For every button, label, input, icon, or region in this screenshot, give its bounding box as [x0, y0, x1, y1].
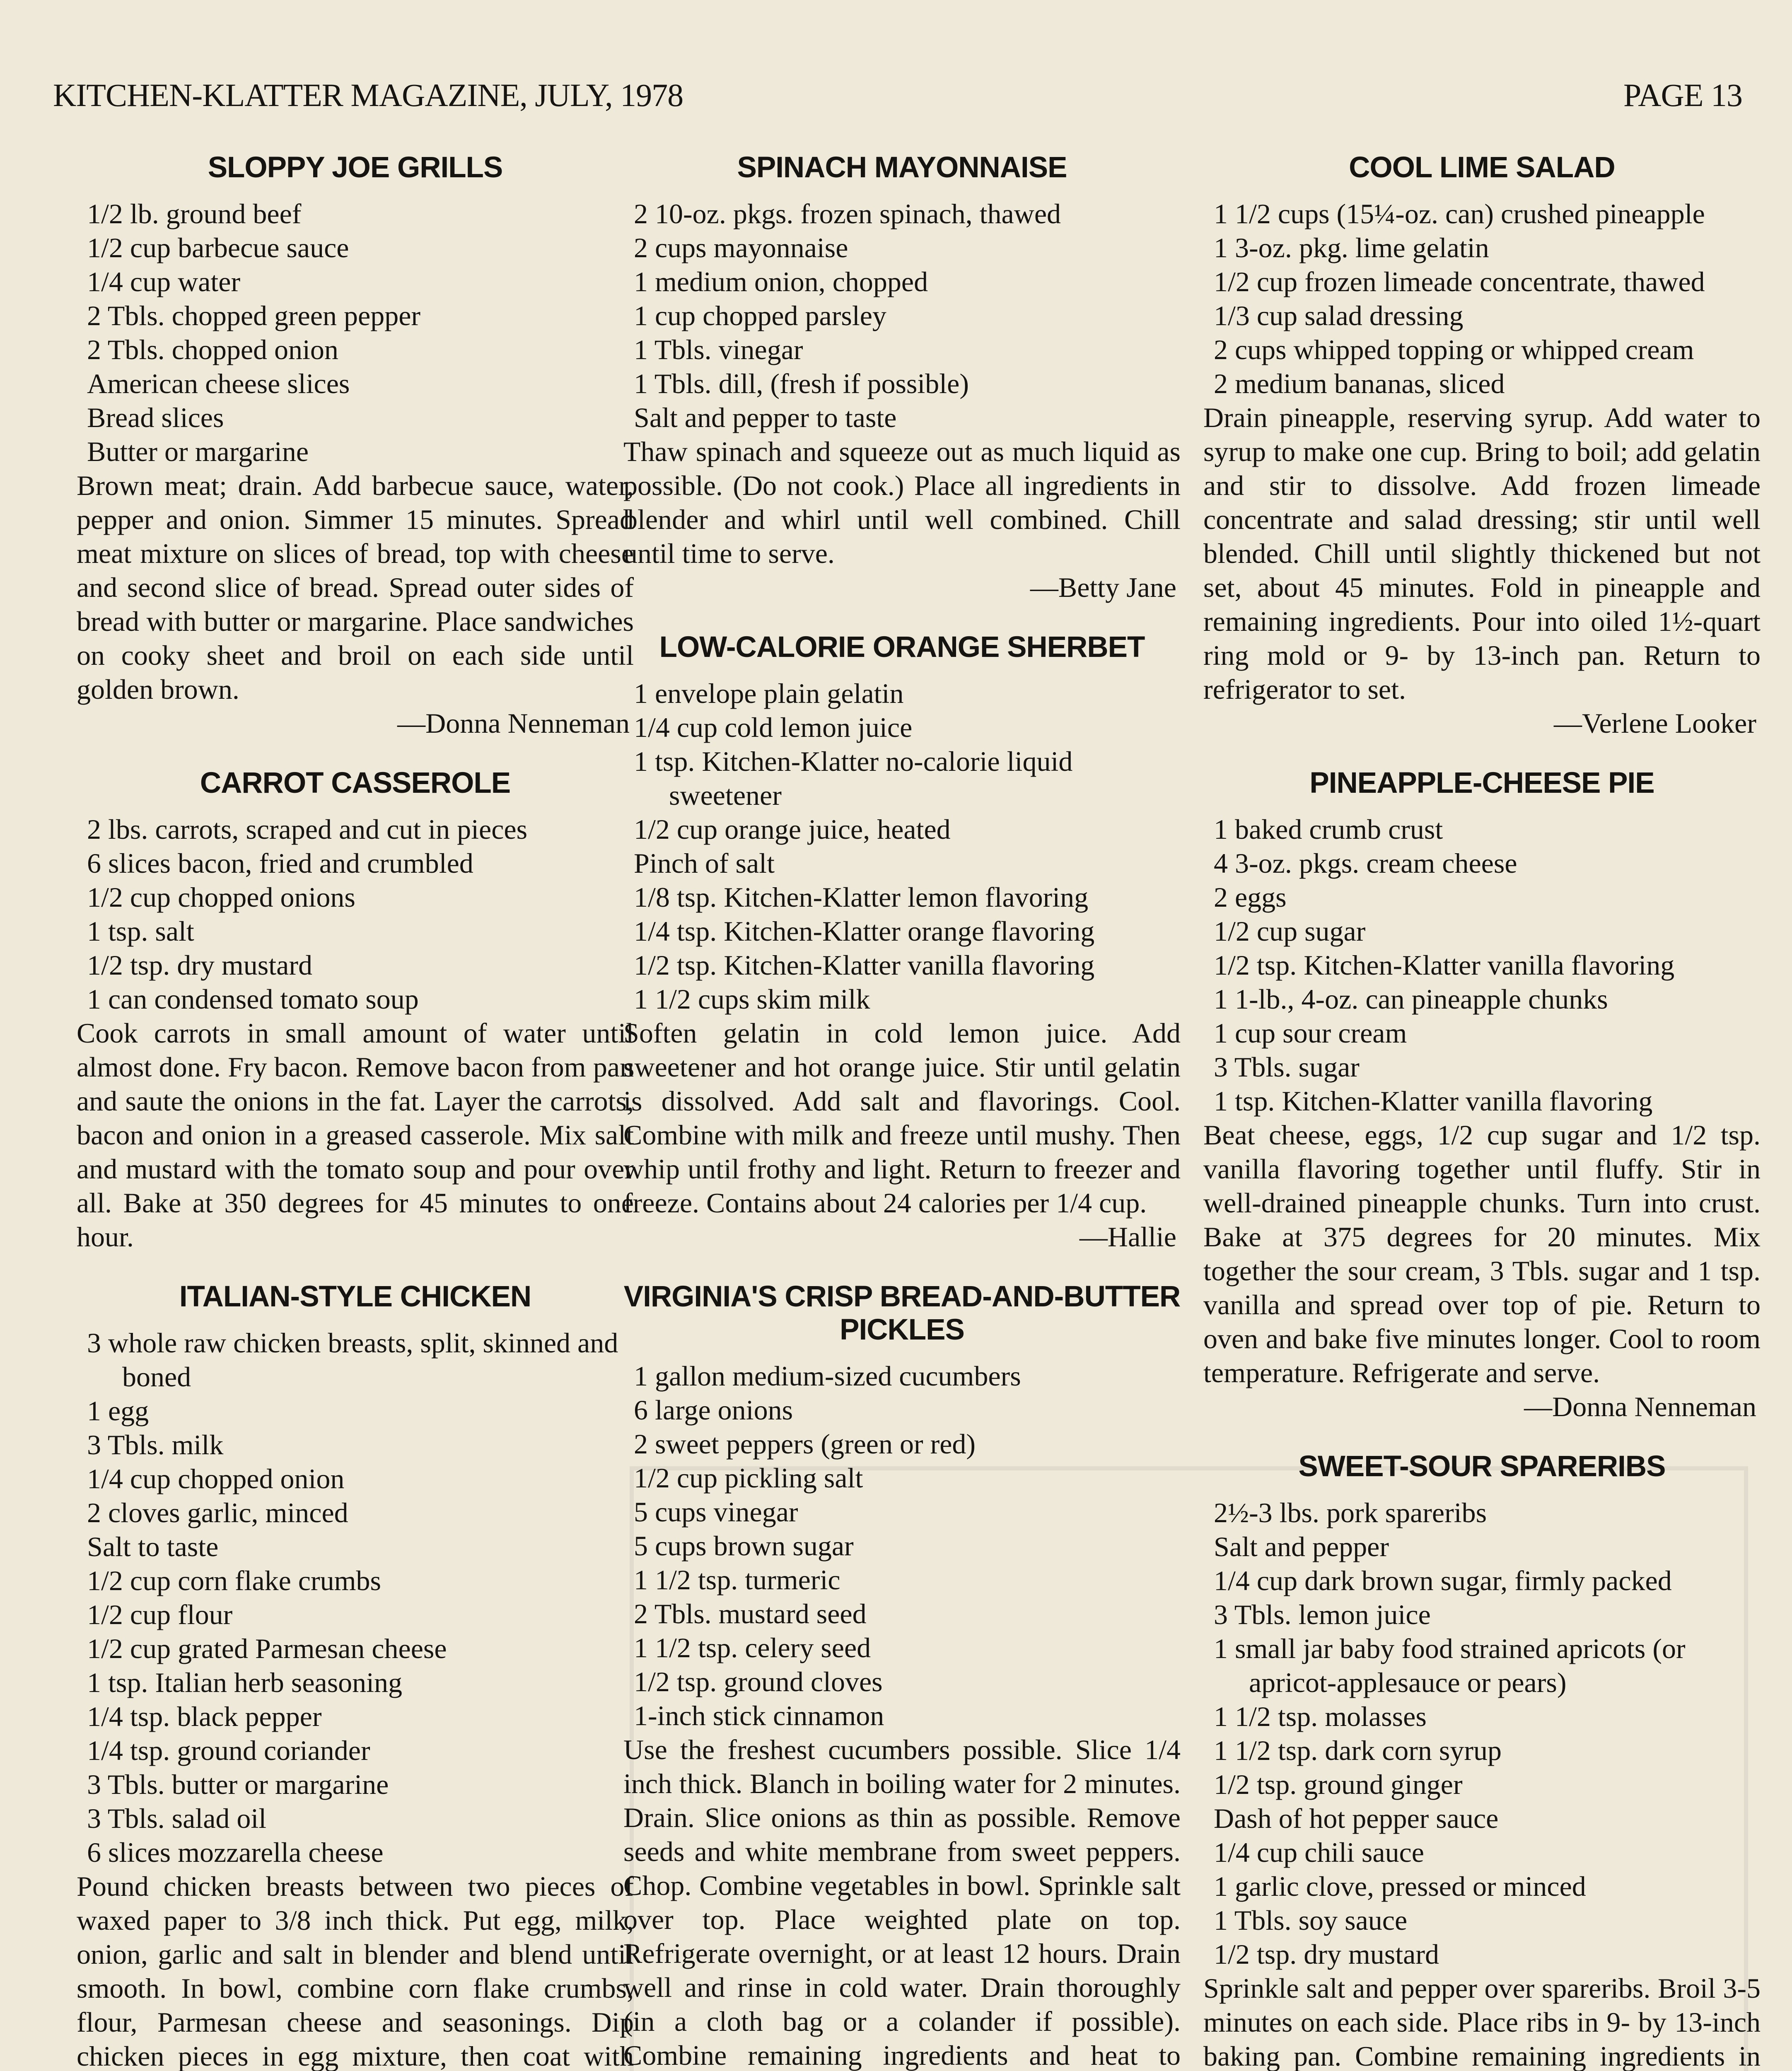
ingredient: 3 whole raw chicken breasts, split, skinned and boned	[87, 1327, 618, 1393]
ingredient: 1 1-lb., 4-oz. can pineapple chunks	[1214, 983, 1608, 1015]
recipe-title: SPINACH MAYONNAISE	[737, 151, 1067, 184]
ingredient: 1 medium onion, chopped	[634, 266, 928, 297]
ingredient: 2 sweet peppers (green or red)	[634, 1428, 976, 1460]
ingredient: 1/2 lb. ground beef	[87, 198, 302, 229]
recipe-title: CARROT CASSEROLE	[200, 767, 511, 799]
page-number: PAGE 13	[1623, 77, 1742, 113]
ingredient: 1/2 cup frozen limeade concentrate, thawed	[1214, 266, 1705, 297]
recipe-directions: Thaw spinach and squeeze out as much liquid as possible. (Do not cook.) Place all ingredients in blender and whirl until well combined. Chill until time to serve.	[623, 436, 1181, 569]
ingredient: 1/2 cup chopped onions	[87, 881, 355, 913]
ingredient: 6 large onions	[634, 1394, 793, 1426]
ingredient: 5 cups brown sugar	[634, 1530, 854, 1562]
ingredient: 5 cups vinegar	[634, 1496, 798, 1528]
ingredient-list	[623, 676, 1181, 1016]
recipe-title: PINEAPPLE-CHEESE PIE	[1309, 767, 1654, 799]
ingredient: 1/4 tsp. black pepper	[87, 1701, 322, 1732]
ingredient: 1 3-oz. pkg. lime gelatin	[1214, 232, 1489, 263]
ingredient: 2 Tbls. mustard seed	[634, 1598, 867, 1629]
ingredient: 2½-3 lbs. pork spareribs	[1214, 1497, 1487, 1528]
recipe-pineapple-cheese-pie	[1203, 767, 1761, 1424]
recipe-author: —Hallie	[1079, 1221, 1176, 1253]
ingredient: 3 Tbls. butter or margarine	[87, 1769, 389, 1800]
recipe-spareribs	[1203, 1450, 1761, 2071]
ingredient: 1/4 cup dark brown sugar, firmly packed	[1214, 1565, 1672, 1596]
ingredient: 1/4 cup cold lemon juice	[634, 712, 913, 743]
ingredient: 1/2 tsp. dry mustard	[1214, 1938, 1439, 1970]
recipe-title: VIRGINIA'S CRISP BREAD-AND-BUTTER PICKLES	[623, 1280, 1181, 1346]
ingredient: Salt and pepper to taste	[634, 402, 897, 433]
ingredient: 1 gallon medium-sized cucumbers	[634, 1360, 1021, 1392]
ingredient: 2 Tbls. chopped green pepper	[87, 300, 421, 331]
ingredient: 2 lbs. carrots, scraped and cut in pieces	[87, 813, 528, 845]
ingredient: 1 can condensed tomato soup	[87, 983, 419, 1015]
recipe-title: LOW-CALORIE ORANGE SHERBET	[659, 631, 1145, 664]
ingredient: 1/2 cup barbecue sauce	[87, 232, 349, 263]
ingredient-list	[623, 1359, 1181, 1733]
recipe-title: COOL LIME SALAD	[1349, 151, 1615, 184]
ingredient: 1 small jar baby food strained apricots (or apricot-applesauce or pears)	[1214, 1633, 1686, 1698]
ingredient: 1 egg	[87, 1395, 149, 1427]
recipe-directions: Beat cheese, eggs, 1/2 cup sugar and 1/2 tsp. vanilla flavoring together until fluffy. Stir in well-drained pineapple chunks. Turn into crust. Bake at 375 degrees for 20 minutes. Mix together the sour cream, 3 Tbls. sugar and 1 tsp. vanilla and spread over top of pie. Return to oven and bake five minutes longer. Cool to room temperature. Refrigerate and serve.	[1203, 1119, 1761, 1388]
ingredient: 1 cup sour cream	[1214, 1017, 1407, 1049]
ingredient: 1/3 cup salad dressing	[1214, 300, 1464, 331]
ingredient: 1-inch stick cinnamon	[634, 1700, 884, 1731]
ingredient: 1 1/2 tsp. turmeric	[634, 1564, 840, 1595]
ingredient: 2 cloves garlic, minced	[87, 1497, 348, 1528]
recipe-directions: Cook carrots in small amount of water until almost done. Fry bacon. Remove bacon from pan and saute the onions in the fat. Layer the carrots, bacon and onion in a greased casserole. Mix salt and mustard with the tomato soup and pour over all. Bake at 350 degrees for 45 minutes to one hour.	[77, 1017, 634, 1253]
ingredient: 2 medium bananas, sliced	[1214, 368, 1505, 399]
recipe-lime-salad	[1203, 151, 1761, 740]
recipe-directions: Brown meat; drain. Add barbecue sauce, water, pepper and onion. Simmer 15 minutes. Spread meat mixture on slices of bread, top with cheese and second slice of bread. Spread outer sides of bread with butter or margarine. Place sandwiches on cooky sheet and broil on each side until golden brown.	[77, 470, 634, 705]
ingredient: Bread slices	[87, 402, 224, 433]
ingredient: 1 1/2 cups (15¼-oz. can) crushed pineapple	[1214, 198, 1705, 229]
recipe-pickles	[623, 1280, 1181, 2071]
ingredient: Salt to taste	[87, 1531, 219, 1562]
ingredient-list	[77, 197, 634, 468]
ingredient: 1 1/2 cups skim milk	[634, 983, 870, 1015]
ingredient: 1/2 cup sugar	[1214, 915, 1366, 947]
ingredient: 1 tsp. salt	[87, 915, 194, 947]
ingredient: Butter or margarine	[87, 436, 309, 467]
ingredient: 2 cups whipped topping or whipped cream	[1214, 334, 1694, 365]
ingredient: 1/2 cup flour	[87, 1599, 233, 1630]
ingredient: American cheese slices	[87, 368, 350, 399]
ingredient: 1/2 cup pickling salt	[634, 1462, 863, 1494]
recipe-author: —Donna Nenneman	[1524, 1391, 1756, 1422]
recipe-directions: Drain pineapple, reserving syrup. Add water to syrup to make one cup. Bring to boil; add gelatin and stir to dissolve. Add frozen limeade concentrate and salad dressing; stir until well blended. Chill until slightly thickened but not set, about 45 minutes. Fold in pineapple and remaining ingredients. Pour into oiled 1½-quart ring mold or 9- by 13-inch pan. Return to refrigerator to set.	[1203, 402, 1761, 705]
magazine-header: KITCHEN-KLATTER MAGAZINE, JULY, 1978	[53, 77, 683, 113]
recipe-sloppy-joe	[77, 151, 634, 740]
ingredient: 2 eggs	[1214, 881, 1287, 913]
ingredient: 1 Tbls. vinegar	[634, 334, 803, 365]
ingredient: 1 Tbls. dill, (fresh if possible)	[634, 368, 969, 399]
ingredient: 1 tsp. Kitchen-Klatter vanilla flavoring	[1214, 1085, 1653, 1117]
ingredient: 1/8 tsp. Kitchen-Klatter lemon flavoring	[634, 881, 1089, 913]
ingredient: 3 Tbls. milk	[87, 1429, 224, 1460]
recipe-directions: Soften gelatin in cold lemon juice. Add sweetener and hot orange juice. Stir until gelatin is dissolved. Add salt and flavorings. Cool. Combine with milk and freeze until mushy. Then whip until frothy and light. Return to freezer and freeze. Contains about 24 calories per 1/4 cup.	[623, 1017, 1181, 1219]
ingredient: Salt and pepper	[1214, 1531, 1389, 1562]
column-middle	[623, 151, 1181, 2071]
ingredient: 1/2 tsp. Kitchen-Klatter vanilla flavoring	[1214, 949, 1675, 981]
ingredient-list	[77, 812, 634, 1016]
ingredient: 1/2 cup grated Parmesan cheese	[87, 1633, 447, 1664]
recipe-carrot-casserole	[77, 767, 634, 1254]
ingredient: 1/2 cup orange juice, heated	[634, 813, 951, 845]
ingredient: 1 1/2 tsp. dark corn syrup	[1214, 1735, 1502, 1766]
recipe-orange-sherbet	[623, 631, 1181, 1254]
ingredient: 1/2 tsp. dry mustard	[87, 949, 312, 981]
column-left	[77, 151, 634, 2071]
ingredient: 1 cup chopped parsley	[634, 300, 886, 331]
recipe-directions: Use the freshest cucumbers possible. Slice 1/4 inch thick. Blanch in boiling water for 2 minutes. Drain. Slice onions as thin as possible. Remove seeds and white membrane from sweet peppers. Chop. Combine vegetables in bowl. Sprinkle salt over top. Place weighted plate on top. Refrigerate overnight, or at least 12 hours. Drain well and rinse in cold water. Drain thoroughly (in a cloth bag or a colander if possible). Combine remaining ingredients and heat to	[623, 1734, 1181, 2071]
ingredient: Pinch of salt	[634, 847, 775, 879]
ingredient: 1 1/2 tsp. celery seed	[634, 1632, 871, 1663]
recipe-title: SWEET-SOUR SPARERIBS	[1298, 1450, 1666, 1483]
ingredient: 1 envelope plain gelatin	[634, 678, 904, 709]
recipe-author: —Donna Nenneman	[397, 707, 630, 739]
ingredient: 1/4 cup chopped onion	[87, 1463, 345, 1494]
ingredient: 3 Tbls. sugar	[1214, 1051, 1360, 1083]
ingredient: 1/4 cup water	[87, 266, 241, 297]
ingredient: 6 slices bacon, fried and crumbled	[87, 847, 473, 879]
ingredient: 1/2 cup corn flake crumbs	[87, 1565, 381, 1596]
ingredient: 1/4 tsp. ground coriander	[87, 1735, 370, 1766]
ingredient-list	[623, 197, 1181, 434]
ingredient: 1 Tbls. soy sauce	[1214, 1904, 1408, 1936]
ingredient: 1 1/2 tsp. molasses	[1214, 1701, 1427, 1732]
ingredient: 6 slices mozzarella cheese	[87, 1837, 384, 1868]
ingredient: 1 tsp. Kitchen-Klatter no-calorie liquid sweetener	[634, 746, 1073, 811]
ingredient: 1/2 tsp. ground ginger	[1214, 1769, 1463, 1800]
ingredient: 3 Tbls. salad oil	[87, 1803, 267, 1834]
ingredient: 1 tsp. Italian herb seasoning	[87, 1667, 403, 1698]
ingredient: 1/2 tsp. ground cloves	[634, 1666, 883, 1697]
recipe-directions: Pound chicken breasts between two pieces of waxed paper to 3/8 inch thick. Put egg, milk, onion, garlic and salt in blender and blend until smooth. In bowl, combine corn flake crumbs, flour, Parmesan cheese and seasonings. Dip chicken pieces in egg mixture, then coat with	[77, 1871, 634, 2071]
ingredient: 1 baked crumb crust	[1214, 813, 1443, 845]
ingredient-list	[1203, 197, 1761, 401]
ingredient: 1/2 tsp. Kitchen-Klatter vanilla flavoring	[634, 949, 1095, 981]
ingredient: 1/4 cup chili sauce	[1214, 1837, 1424, 1868]
ingredient: 2 cups mayonnaise	[634, 232, 848, 263]
recipe-title: ITALIAN-STYLE CHICKEN	[179, 1280, 531, 1313]
recipe-author: —Betty Jane	[1030, 572, 1176, 603]
ingredient-list	[1203, 1496, 1761, 1971]
ingredient-list	[77, 1326, 634, 1869]
ingredient: 3 Tbls. lemon juice	[1214, 1599, 1431, 1630]
recipe-author: —Verlene Looker	[1553, 707, 1756, 739]
recipe-spinach-mayonnaise	[623, 151, 1181, 604]
column-right	[1203, 151, 1761, 2071]
ingredient: Dash of hot pepper sauce	[1214, 1803, 1499, 1834]
ingredient: 1 garlic clove, pressed or minced	[1214, 1871, 1586, 1902]
recipe-italian-chicken	[77, 1280, 634, 2071]
ingredient: 4 3-oz. pkgs. cream cheese	[1214, 847, 1517, 879]
recipe-title: SLOPPY JOE GRILLS	[208, 151, 503, 184]
ingredient-list	[1203, 812, 1761, 1118]
ingredient: 2 Tbls. chopped onion	[87, 334, 338, 365]
ingredient: 1/4 tsp. Kitchen-Klatter orange flavoring	[634, 915, 1095, 947]
recipe-directions: Sprinkle salt and pepper over spareribs. Broil 3-5 minutes on each side. Place ribs in 9- by 13-inch baking pan. Combine remaining ingredients in	[1203, 1972, 1761, 2071]
ingredient: 2 10-oz. pkgs. frozen spinach, thawed	[634, 198, 1061, 229]
